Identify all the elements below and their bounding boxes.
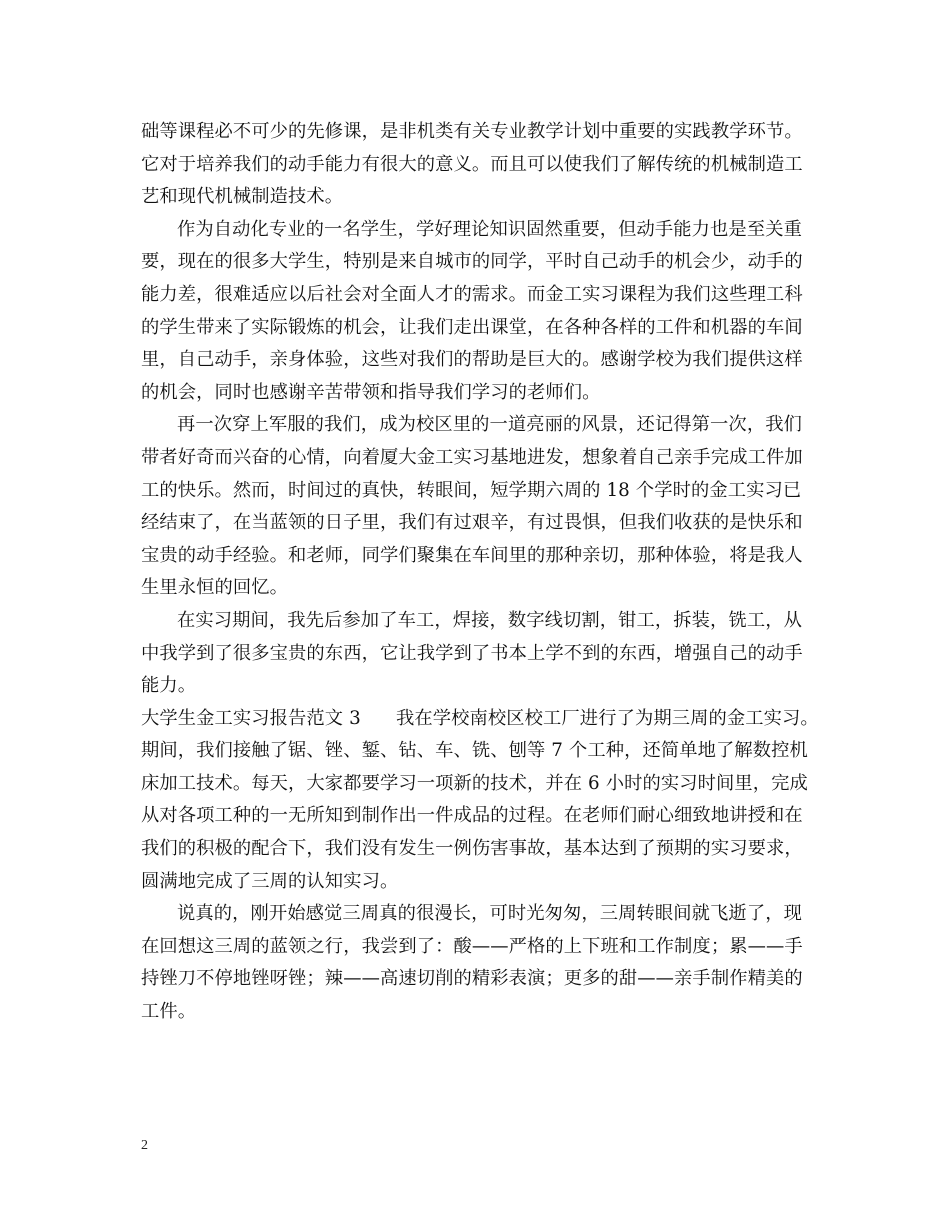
text-line: 工件。	[141, 1001, 197, 1023]
document-body	[141, 116, 819, 1029]
page-number: 2	[141, 1138, 148, 1153]
text-line: 从对各项工种的一无所知到制作出一件成品的过程。在老师们耐心细致地讲授和在	[141, 805, 803, 827]
heading-line	[141, 703, 819, 736]
text-line: 床加工技术。每天，大家都要学习一项新的技术，并在 6 小时的实习时间里，完成	[141, 772, 808, 794]
section-heading: 大学生金工实习报告范文 3	[141, 707, 361, 729]
text-line: 经结束了，在当蓝领的日子里，我们有过艰辛，有过畏惧，但我们收获的是快乐和	[141, 512, 803, 534]
text-line: 在回想这三周的蓝领之行，我尝到了：酸——严格的上下班和工作制度；累——手	[141, 935, 803, 957]
text-line: 期间，我们接触了锯、锉、錾、钻、车、铣、刨等 7 个工种，还简单地了解数控机	[141, 740, 808, 762]
text-line: 再一次穿上军服的我们，成为校区里的一道亮丽的风景，还记得第一次，我们	[177, 414, 802, 436]
text-line: 宝贵的动手经验。和老师，同学们聚集在车间里的那种亲切，那种体验，将是我人	[141, 544, 803, 566]
heading-text: 我在学校南校区校工厂进行了为期三周的金工实习。	[396, 707, 819, 729]
text-line: 里，自己动手，亲身体验，这些对我们的帮助是巨大的。感谢学校为我们提供这样	[141, 349, 803, 371]
text-line: 持锉刀不停地锉呀锉；辣——高速切削的精彩表演；更多的甜——亲手制作精美的	[141, 968, 803, 990]
text-line: 中我学到了很多宝贵的东西，它让我学到了书本上学不到的东西，增强自己的动手	[141, 642, 803, 664]
text-line: 带者好奇而兴奋的心情，向着厦大金工实习基地进发，想象着自己亲手完成工件加	[141, 446, 803, 468]
text-line: 能力差，很难适应以后社会对全面人才的需求。而金工实习课程为我们这些理工科	[141, 283, 803, 305]
text-line: 我们的积极的配合下，我们没有发生一例伤害事故，基本达到了预期的实习要求，	[141, 838, 803, 860]
text-line: 作为自动化专业的一名学生，学好理论知识固然重要，但动手能力也是至关重	[177, 218, 802, 240]
text-line: 它对于培养我们的动手能力有很大的意义。而且可以使我们了解传统的机械制造工	[141, 153, 803, 175]
text-line: 艺和现代机械制造技术。	[141, 186, 344, 208]
text-line: 圆满地完成了三周的认知实习。	[141, 870, 399, 892]
text-line: 础等课程必不可少的先修课，是非机类有关专业教学计划中重要的实践教学环节。	[141, 121, 803, 142]
text-line: 工的快乐。然而，时间过的真快，转眼间，短学期六周的 18 个学时的金工实习已	[141, 479, 802, 501]
text-line: 在实习期间，我先后参加了车工，焊接，数字线切割，钳工，拆装，铣工，从	[177, 609, 802, 631]
text-line: 的学生带来了实际锻炼的机会，让我们走出课堂，在各种各样的工件和机器的车间	[141, 316, 803, 338]
text-line: 要，现在的很多大学生，特别是来自城市的同学，平时自己动手的机会少，动手的	[141, 251, 803, 273]
text-line: 说真的，刚开始感觉三周真的很漫长，可时光匆匆，三周转眼间就飞逝了，现	[177, 903, 802, 925]
text-line: 的机会，同时也感谢辛苦带领和指导我们学习的老师们。	[141, 381, 601, 403]
text-line: 能力。	[141, 675, 197, 697]
text-line: 生里永恒的回忆。	[141, 577, 289, 599]
